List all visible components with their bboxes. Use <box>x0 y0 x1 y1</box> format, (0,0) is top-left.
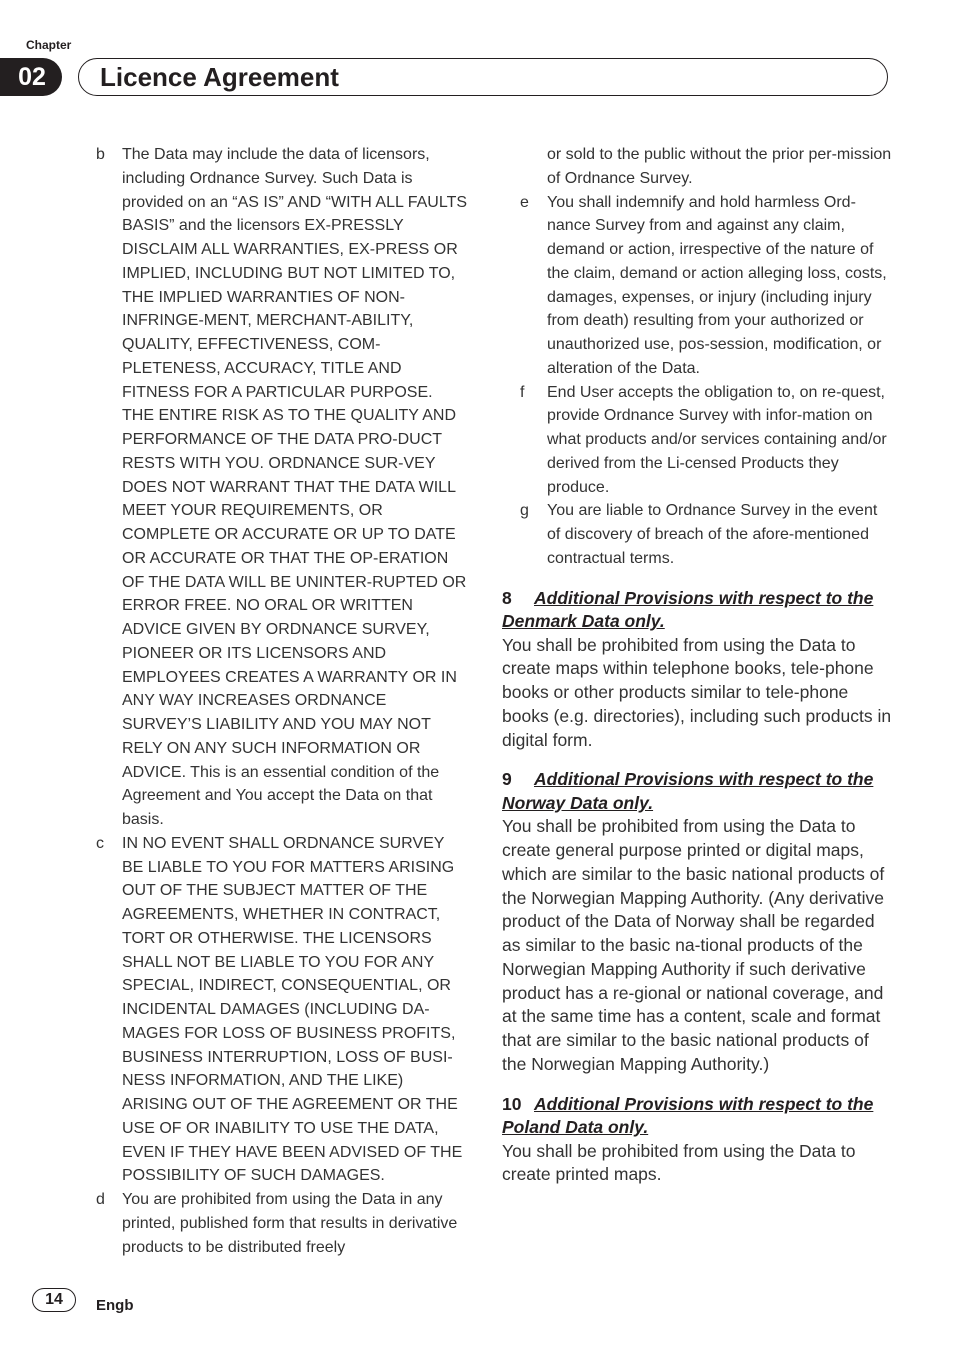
section-body: You shall be prohibited from using the Data to create maps within telephone books, tele-phone books or other products similar to tele-phone books (e.g. directories), including such products in digital form. <box>502 634 892 750</box>
section-number: 8 <box>502 587 512 608</box>
item-text: You are liable to Ordnance Survey in the event of discovery of breach of the afore-mentioned contractual terms. <box>547 502 878 567</box>
item-text: IN NO EVENT SHALL ORDNANCE SURVEY BE LIABLE TO YOU FOR MATTERS ARISING OUT OF THE SUBJECT MATTER OF THE AGREEMENTS, WHETHER IN CONTRACT, TORT OR OTHERWISE. THE LICENSORS SHALL NOT BE LIABLE TO YOU FOR ANY SPECIAL, INDIRECT, CONSEQUENTIAL, OR INCIDENTAL DAMAGES (INCLUDING DA-MAGES FOR LOSS OF BUSINESS PROFITS, BUSINESS INTERRUPTION, LOSS OF BUSI-NESS INFORMATION, AND THE LIKE) ARISING OUT OF THE AGREEMENT OR THE USE OF OR INABILITY TO USE THE DATA, EVEN IF THEY HAVE BEEN ADVISED OF THE POSSIBILITY OF SUCH DAMAGES. <box>122 834 463 1185</box>
list-item <box>502 381 894 500</box>
left-column <box>96 143 468 1259</box>
page-title: Licence Agreement <box>100 62 339 92</box>
item-letter: d <box>96 1191 105 1208</box>
chapter-number-badge: 02 <box>0 58 62 96</box>
list-item <box>502 191 894 381</box>
section-heading <box>502 587 894 634</box>
section-body: You shall be prohibited from using the Data to create general purpose printed or digital maps, which are similar to the basic national products of the Norwegian Mapping Authority. (Any derivative product of the Data of Norway shall be regarded as similar to the basic na-tional products of the Norwegian Mapping Authority if such derivative product has a re-gional or national coverage, and at the same time has a content, scale and format that are similar to the basic national products of the Norwegian Mapping Authority.) <box>502 816 885 1074</box>
item-continuation: or sold to the public without the prior per-mission of Ordnance Survey. <box>547 146 892 187</box>
item-text: You are prohibited from using the Data in any printed, published form that results in derivative products to be distributed freely <box>122 1191 458 1256</box>
language-code: Engb <box>96 1297 134 1314</box>
item-text: The Data may include the data of licensors, including Ordnance Survey. Such Data is provided on an “AS IS” AND “WITH ALL FAULTS BASIS” and the licensors EX-PRESSLY DISCLAIM ALL WARRANTIES, EX-PRESS OR IMPLIED, INCLUDING BUT NOT LIMITED TO, THE IMPLIED WARRANTIES OF NON-INFRINGE-MENT, MERCHANT-ABILITY, QUALITY, EFFECTIVENESS, COM-PLETENESS, ACCURACY, TITLE AND FITNESS FOR A PARTICULAR PURPOSE. THE ENTIRE RISK AS TO THE QUALITY AND PERFORMANCE OF THE DATA PRO-DUCT RESTS WITH YOU. ORDNANCE SUR-VEY DOES NOT WARRANT THAT THE DATA WILL MEET YOUR REQUIREMENTS, OR COMPLETE OR ACCURATE OR UP TO DATE OR ACCURATE OR THAT THE OP-ERATION OF THE DATA WILL BE UNINTER-RUPTED OR ERROR FREE. NO ORAL OR WRITTEN ADVICE GIVEN BY ORDNANCE SURVEY, PIONEER OR ITS LICENSORS AND EMPLOYEES CREATES A WARRANTY OR IN ANY WAY INCREASES ORDNANCE SURVEY’S LIABILITY AND YOU MAY NOT RELY ON ANY SUCH INFORMATION OR ADVICE. This is an essential condition of the Agreement and You accept the Data on that basis. <box>122 146 468 828</box>
item-letter: g <box>520 502 529 520</box>
section-body: You shall be prohibited from using the Data to create printed maps. <box>502 1140 856 1185</box>
list-item <box>502 499 894 570</box>
section-number: 10 <box>502 1093 522 1114</box>
section-heading <box>502 1093 894 1140</box>
section-title: Additional Provisions with respect to the Poland Data only. <box>502 1093 874 1137</box>
page-number: 14 <box>32 1288 76 1312</box>
item-letter: e <box>520 193 529 211</box>
section-heading <box>502 768 894 815</box>
right-column <box>502 143 894 1187</box>
item-letter: f <box>520 383 525 401</box>
section-title: Additional Provisions with respect to the Norway Data only. <box>502 769 874 813</box>
chapter-label: Chapter <box>26 38 72 52</box>
list-item <box>96 832 468 1188</box>
list-item <box>96 1188 468 1259</box>
item-letter: b <box>96 146 105 163</box>
section-title: Additional Provisions with respect to the Denmark Data only. <box>502 587 874 631</box>
item-text: You shall indemnify and hold harmless Ord-nance Survey from and against any claim, demand or action, irrespective of the nature of the claim, demand or action alleging loss, costs, damages, expenses, or injury (including injury from death) resulting from your authorized or unauthorized use, pos-session, modification, or alteration of the Data. <box>547 193 887 377</box>
section-number: 9 <box>502 769 512 790</box>
list-item <box>96 143 468 832</box>
item-letter: c <box>96 834 104 852</box>
item-text: End User accepts the obligation to, on re-quest, provide Ordnance Survey with infor-mation on what products and/or services containing and/or derived from the Li-censed Products they produce. <box>547 383 887 496</box>
